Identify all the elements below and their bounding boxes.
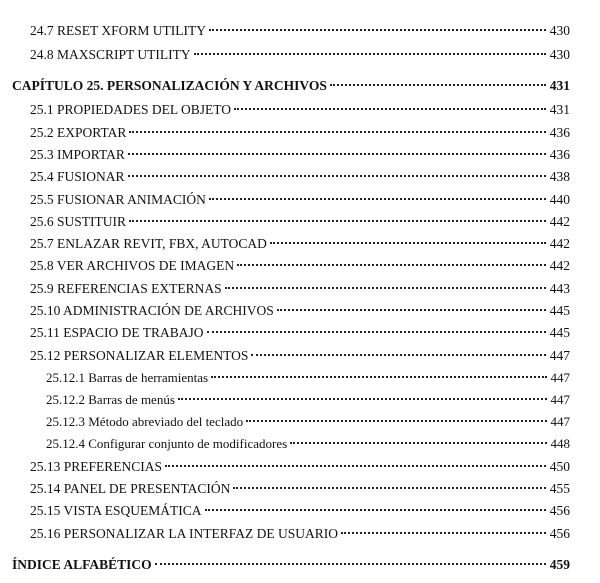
dot-leader — [328, 72, 548, 90]
toc-entry-title: 25.10 ADMINISTRACIÓN DE ARCHIVOS — [30, 303, 274, 318]
toc-entry-25-16[interactable] — [30, 520, 570, 541]
dot-leader — [207, 17, 548, 35]
dot-leader — [249, 342, 547, 360]
toc-subentry-title: 25.12.3 Método abreviado del teclado — [46, 414, 244, 429]
toc-entry-25-4[interactable] — [30, 163, 570, 184]
toc-chapter-title: CAPÍTULO 25. PERSONALIZACIÓN Y ARCHIVOS — [12, 78, 327, 93]
dot-leader — [339, 520, 548, 538]
toc-entry-page: 436 — [549, 147, 570, 162]
toc-subentry-page: 448 — [550, 436, 570, 451]
toc-entry-page: 442 — [549, 214, 570, 229]
toc-subentry-title: 25.12.1 Barras de herramientas — [46, 370, 209, 385]
toc-entry-page: 456 — [549, 503, 570, 518]
toc-entry-title: 25.11 ESPACIO DE TRABAJO — [30, 325, 204, 340]
toc-entry-page: 450 — [549, 459, 570, 474]
toc-entry-title: 25.14 PANEL DE PRESENTACIÓN — [30, 481, 231, 496]
toc-entry-title: 24.7 RESET XFORM UTILITY — [30, 23, 207, 38]
dot-leader — [244, 408, 548, 426]
toc-entry-25-12[interactable] — [30, 342, 570, 363]
toc-entry-page: 455 — [549, 481, 570, 496]
toc-subentry-page: 447 — [550, 414, 570, 429]
dot-leader — [126, 163, 548, 181]
toc-entry-title: 24.8 MAXSCRIPT UTILITY — [30, 47, 191, 62]
toc-entry-title: 25.16 PERSONALIZAR LA INTERFAZ DE USUARIO — [30, 526, 339, 541]
toc-entry-title: 25.5 FUSIONAR ANIMACIÓN — [30, 192, 206, 207]
toc-subentry-title: 25.12.2 Barras de menús — [46, 392, 175, 407]
dot-leader — [153, 551, 548, 569]
toc-entry-25-6[interactable] — [30, 208, 570, 229]
dot-leader — [268, 230, 548, 248]
toc-entry-page: 431 — [549, 102, 570, 117]
dot-leader — [288, 430, 548, 448]
toc-chapter-page: 459 — [549, 557, 570, 572]
toc-entry-25-11[interactable] — [30, 319, 570, 340]
toc-entry-25-13[interactable] — [30, 453, 570, 474]
toc-entry-title: 25.13 PREFERENCIAS — [30, 459, 163, 474]
toc-entry-title: 25.7 ENLAZAR REVIT, FBX, AUTOCAD — [30, 236, 267, 251]
dot-leader — [235, 252, 548, 270]
dot-leader — [163, 453, 548, 471]
toc-subentry-25-12-2[interactable] — [46, 386, 570, 407]
toc-entry-25-5[interactable] — [30, 186, 570, 207]
dot-leader — [231, 475, 547, 493]
toc-chapter-title: ÍNDICE ALFABÉTICO — [12, 557, 152, 572]
toc-entry-page: 430 — [549, 47, 570, 62]
dot-leader — [203, 497, 548, 515]
dot-leader — [209, 364, 548, 382]
toc-entry-page: 436 — [549, 125, 570, 140]
toc-subentry-page: 447 — [550, 392, 570, 407]
dot-leader — [192, 41, 548, 59]
dot-leader — [127, 208, 548, 226]
toc-entry-page: 442 — [549, 236, 570, 251]
toc-entry-title: 25.6 SUSTITUIR — [30, 214, 127, 229]
toc-entry-25-15[interactable] — [30, 497, 570, 518]
toc-entry-24-8[interactable] — [30, 41, 570, 62]
toc-entry-page: 445 — [549, 325, 570, 340]
toc-subentry-title: 25.12.4 Configurar conjunto de modificadores — [46, 436, 288, 451]
dot-leader — [232, 96, 548, 114]
toc-entry-page: 442 — [549, 258, 570, 273]
toc-entry-title: 25.8 VER ARCHIVOS DE IMAGEN — [30, 258, 235, 273]
toc-entry-25-8[interactable] — [30, 252, 570, 273]
toc-entry-25-3[interactable] — [30, 141, 570, 162]
toc-entry-page: 445 — [549, 303, 570, 318]
toc-entry-title: 25.1 PROPIEDADES DEL OBJETO — [30, 102, 232, 117]
toc-entry-page: 456 — [549, 526, 570, 541]
toc-entry-25-7[interactable] — [30, 230, 570, 251]
toc-chapter-25[interactable] — [12, 72, 570, 93]
toc-subentry-page: 447 — [550, 370, 570, 385]
toc-entry-page: 447 — [549, 348, 570, 363]
toc-entry-page: 430 — [549, 23, 570, 38]
toc-entry-title: 25.9 REFERENCIAS EXTERNAS — [30, 281, 222, 296]
toc-entry-page: 443 — [549, 281, 570, 296]
toc-subentry-25-12-1[interactable] — [46, 364, 570, 385]
toc-entry-title: 25.3 IMPORTAR — [30, 147, 125, 162]
dot-leader — [275, 297, 548, 315]
dot-leader — [205, 319, 548, 337]
dot-leader — [207, 186, 548, 204]
toc-alphabetical-index[interactable] — [12, 551, 570, 572]
toc-chapter-page: 431 — [549, 78, 570, 93]
toc-entry-25-10[interactable] — [30, 297, 570, 318]
toc-entry-title: 25.2 EXPORTAR — [30, 125, 127, 140]
toc-entry-page: 438 — [549, 169, 570, 184]
toc-entry-25-9[interactable] — [30, 275, 570, 296]
toc-entry-title: 25.4 FUSIONAR — [30, 169, 125, 184]
toc-entry-25-2[interactable] — [30, 119, 570, 140]
dot-leader — [223, 275, 548, 293]
toc-subentry-25-12-4[interactable] — [46, 430, 570, 451]
dot-leader — [176, 386, 549, 404]
toc-entry-title: 25.15 VISTA ESQUEMÁTICA — [30, 503, 202, 518]
toc-entry-page: 440 — [549, 192, 570, 207]
toc-entry-title: 25.12 PERSONALIZAR ELEMENTOS — [30, 348, 249, 363]
dot-leader — [126, 141, 548, 159]
toc-entry-24-7[interactable] — [30, 17, 570, 38]
toc-subentry-25-12-3[interactable] — [46, 408, 570, 429]
toc-entry-25-1[interactable] — [30, 96, 570, 117]
dot-leader — [127, 119, 547, 137]
toc-entry-25-14[interactable] — [30, 475, 570, 496]
